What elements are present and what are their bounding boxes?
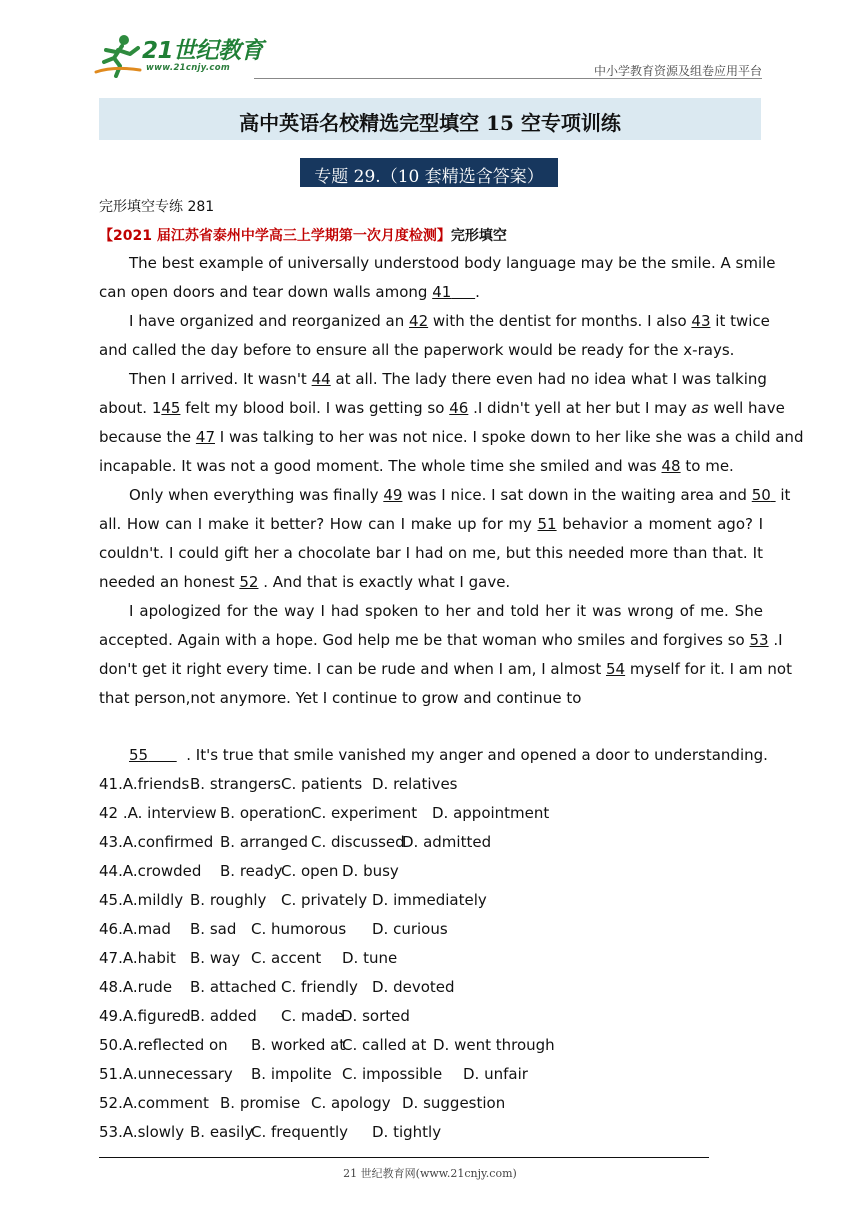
- passage-line: Only when everything was finally 49 was I nice. I sat down in the waiting area and 50 it: [129, 486, 791, 504]
- option-choice: C. called at: [342, 1036, 427, 1054]
- option-choice: 45.A.mildly: [99, 891, 184, 909]
- passage-line: and called the day before to ensure all the paperwork would be ready for the x-rays.: [99, 341, 735, 359]
- option-row: [99, 1036, 659, 1056]
- passage-line: needed an honest 52 . And that is exactly what I gave.: [99, 573, 511, 591]
- option-choice: C. discussed: [311, 833, 405, 851]
- option-choice: B. added: [190, 1007, 257, 1025]
- passage-line: accepted. Again with a hope. God help me be that woman who smiles and forgives so 53 .I: [99, 631, 783, 649]
- passage-line: 55 . It's true that smile vanished my anger and opened a door to understanding.: [129, 746, 768, 764]
- option-choice: D. tightly: [372, 1123, 442, 1141]
- blank-50: 50: [751, 486, 771, 504]
- passage-line: I apologized for the way I had spoken to her and told her it was wrong of me. She: [129, 602, 763, 620]
- option-row: [99, 804, 659, 824]
- option-row: [99, 862, 659, 882]
- logo-url: www.21cnjy.com: [146, 63, 230, 73]
- option-choice: 53.A.slowly: [99, 1123, 185, 1141]
- option-choice: D. immediately: [372, 891, 487, 909]
- subtitle-banner: [300, 158, 558, 187]
- option-choice: 42 .A. interview: [99, 804, 217, 822]
- option-choice: 43.A.confirmed: [99, 833, 214, 851]
- runner-logo-icon: [94, 32, 144, 78]
- source-type: 完形填空: [450, 228, 507, 244]
- option-choice: C. accent: [251, 949, 322, 967]
- option-choice: B. easily: [190, 1123, 254, 1141]
- option-choice: C. humorous: [251, 920, 347, 938]
- passage-line: incapable. It was not a good moment. The whole time she smiled and was 48 to me.: [99, 457, 734, 475]
- platform-name: 中小学教育资源及组卷应用平台: [593, 64, 762, 78]
- option-choice: D. suggestion: [402, 1094, 506, 1112]
- option-choice: B. worked at: [251, 1036, 346, 1054]
- passage-line: about. 145 felt my blood boil. I was getting so 46 .I didn't yell at her but I may as well have: [99, 399, 785, 417]
- option-choice: D. busy: [342, 862, 399, 880]
- header-divider: [254, 78, 762, 79]
- option-choice: B. way: [190, 949, 241, 967]
- exercise-label: 完形填空专练 281: [99, 199, 215, 215]
- source-exam: 【2021 届江苏省泰州中学高三上学期第一次月度检测】: [99, 228, 451, 244]
- option-choice: D. appointment: [432, 804, 550, 822]
- passage-line: that person,not anymore. Yet I continue to grow and continue to: [99, 689, 582, 707]
- option-choice: D. relatives: [372, 775, 458, 793]
- blank-42: 42: [409, 312, 429, 330]
- option-choice: 41.A.friends: [99, 775, 190, 793]
- passage-line: don't get it right every time. I can be rude and when I am, I almost 54 myself for it. I am not: [99, 660, 792, 678]
- option-choice: C. apology: [311, 1094, 391, 1112]
- passage-line: couldn't. I could gift her a chocolate bar I had on me, but this needed more than that. It: [99, 544, 763, 562]
- option-choice: C. experiment: [311, 804, 418, 822]
- option-row: [99, 1065, 659, 1085]
- passage-line: I have organized and reorganized an 42 with the dentist for months. I also 43 it twice: [129, 312, 770, 330]
- option-row: [99, 891, 659, 911]
- option-row: [99, 833, 659, 853]
- option-choice: 49.A.figured: [99, 1007, 191, 1025]
- blank-41: 41: [432, 283, 452, 301]
- passage-line: can open doors and tear down walls among 41 .: [99, 283, 480, 301]
- page-subtitle: 专题 29.（10 套精选含答案）: [314, 167, 544, 187]
- source-line: [99, 225, 507, 245]
- option-choice: C. made: [281, 1007, 344, 1025]
- option-choice: D. went through: [433, 1036, 555, 1054]
- option-choice: 44.A.crowded: [99, 862, 202, 880]
- option-choice: 51.A.unnecessary: [99, 1065, 233, 1083]
- option-row: [99, 775, 659, 795]
- footer-divider: [99, 1157, 709, 1158]
- blank-53: 53: [749, 631, 769, 649]
- page-footer: 21 世纪教育网(www.21cnjy.com): [343, 1167, 517, 1180]
- option-row: [99, 949, 659, 969]
- option-choice: C. impossible: [342, 1065, 443, 1083]
- option-choice: C. frequently: [251, 1123, 349, 1141]
- logo-text: 21世纪教育: [142, 38, 264, 64]
- page-header: [94, 30, 762, 80]
- option-choice: 50.A.reflected on: [99, 1036, 228, 1054]
- option-row: [99, 1094, 659, 1114]
- option-row: [99, 1123, 659, 1143]
- passage-line: all. How can I make it better? How can I make up for my 51 behavior a moment ago? I: [99, 515, 763, 533]
- option-choice: B. ready: [220, 862, 283, 880]
- option-row: [99, 920, 659, 940]
- option-choice: B. promise: [220, 1094, 301, 1112]
- option-choice: C. privately: [281, 891, 368, 909]
- option-choice: D. tune: [342, 949, 398, 967]
- option-choice: D. admitted: [402, 833, 492, 851]
- blank-46: 46: [449, 399, 469, 417]
- blank-47: 47: [195, 428, 215, 446]
- blank-55: 55: [129, 746, 149, 764]
- blank-54: 54: [606, 660, 626, 678]
- blank-51: 51: [537, 515, 557, 533]
- option-choice: D. sorted: [341, 1007, 410, 1025]
- option-choice: 47.A.habit: [99, 949, 176, 967]
- option-row: [99, 978, 659, 998]
- option-choice: C. open: [281, 862, 339, 880]
- blank-49: 49: [383, 486, 403, 504]
- option-choice: 52.A.comment: [99, 1094, 209, 1112]
- option-choice: D. devoted: [372, 978, 455, 996]
- blank-52: 52: [239, 573, 259, 591]
- option-choice: C. friendly: [281, 978, 358, 996]
- option-choice: 48.A.rude: [99, 978, 173, 996]
- option-choice: D. curious: [372, 920, 448, 938]
- logo: [94, 32, 264, 78]
- page-title: 高中英语名校精选完型填空 15 空专项训练: [239, 111, 621, 135]
- option-row: [99, 1007, 659, 1027]
- option-choice: B. strangers: [190, 775, 282, 793]
- option-choice: B. roughly: [190, 891, 267, 909]
- option-choice: B. arranged: [220, 833, 309, 851]
- option-choice: C. patients: [281, 775, 363, 793]
- blank-44: 44: [311, 370, 331, 388]
- passage-line: because the 47 I was talking to her was not nice. I spoke down to her like she was a child and: [99, 428, 804, 446]
- option-choice: D. unfair: [463, 1065, 528, 1083]
- blank-43: 43: [691, 312, 711, 330]
- title-banner: [99, 98, 761, 140]
- option-choice: B. attached: [190, 978, 277, 996]
- passage-line: The best example of universally understood body language may be the smile. A smile: [129, 254, 776, 272]
- blank-45: 45: [161, 399, 181, 417]
- option-choice: B. operation: [220, 804, 312, 822]
- passage-line: Then I arrived. It wasn't 44 at all. The lady there even had no idea what I was talking: [129, 370, 767, 388]
- option-choice: B. sad: [190, 920, 237, 938]
- option-choice: B. impolite: [251, 1065, 332, 1083]
- blank-48: 48: [661, 457, 681, 475]
- option-choice: 46.A.mad: [99, 920, 171, 938]
